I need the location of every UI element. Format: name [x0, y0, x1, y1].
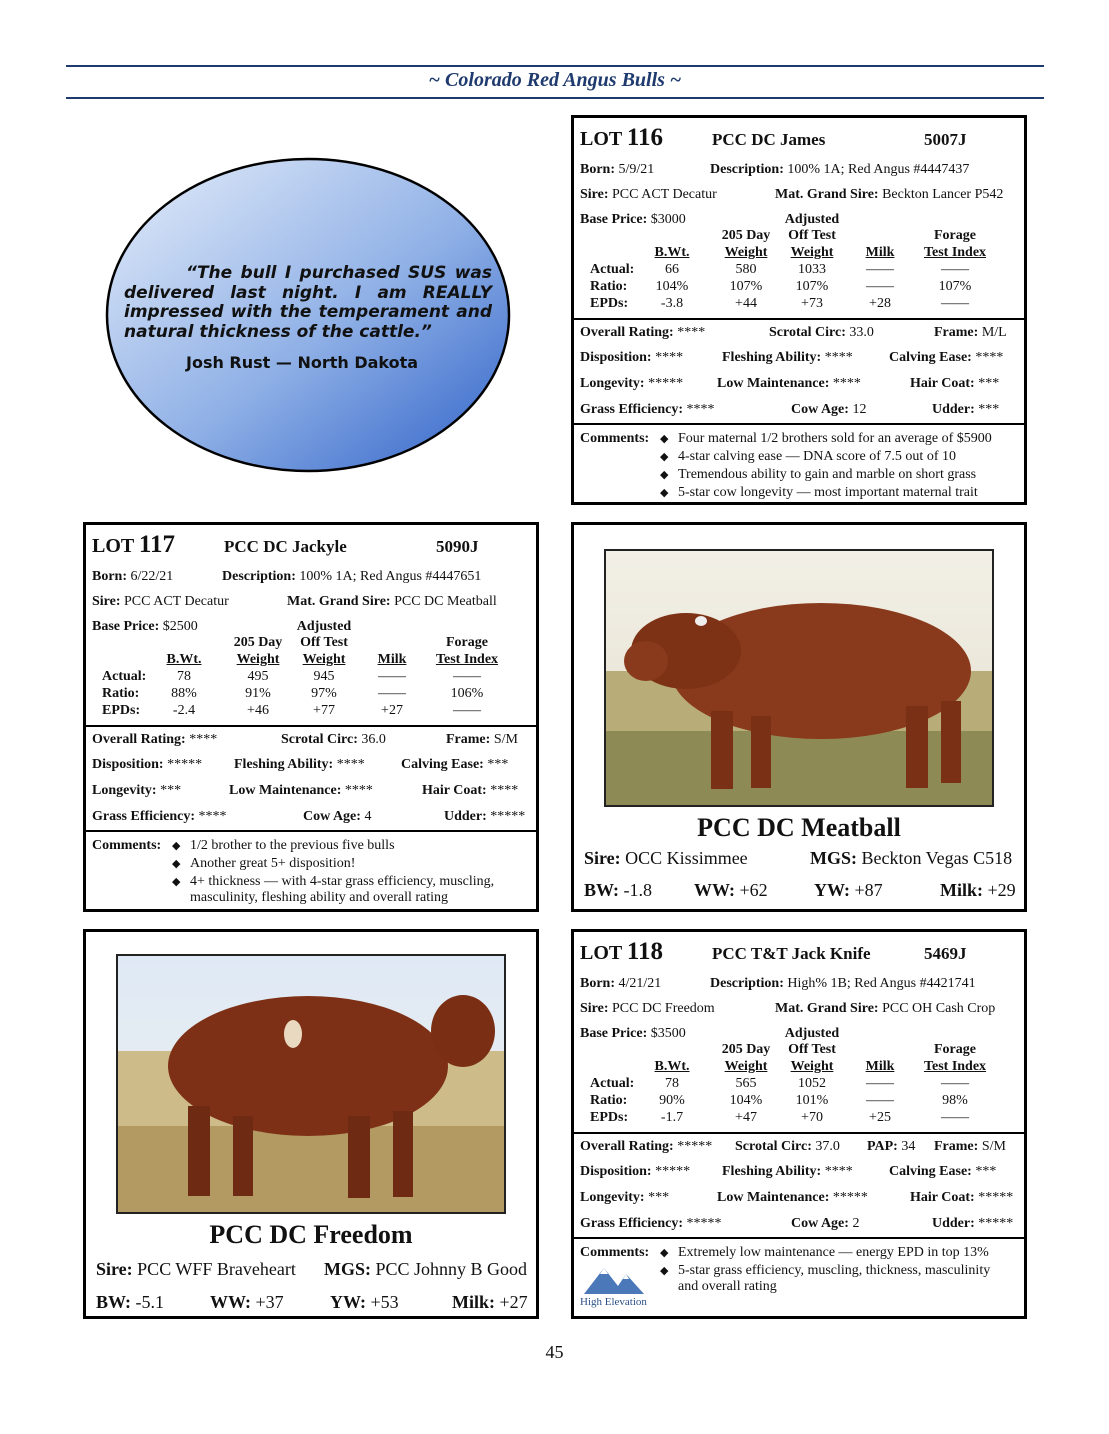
calving-ease: Calving Ease: *** [889, 1164, 997, 1179]
udder: Udder: ***** [444, 809, 526, 824]
row-label-actual: Actual: [590, 1076, 635, 1091]
performance-table [580, 212, 1018, 312]
hair-coat: Hair Coat: **** [422, 783, 519, 798]
born-line: Born: 5/9/21 [580, 162, 655, 177]
hd-milk: Milk [865, 1059, 895, 1074]
calving-ease: Calving Ease: *** [401, 757, 509, 772]
testimonial-quote: “The bull I purchased SUS was delivered last night. I am REALLY impressed with the temperament and natural thickness of the cattle.” [124, 263, 492, 342]
high-elevation-logo-text: High Elevation [580, 1296, 647, 1308]
photo-milk: Milk: +27 [452, 1292, 528, 1312]
hd-weight: Weight [724, 1059, 768, 1074]
ratio-forage: 107% [938, 279, 972, 294]
ratio-milk: —— [378, 686, 406, 701]
longevity: Longevity: *** [92, 783, 182, 798]
hd-offtest: Off Test [788, 228, 836, 243]
epd-forage: —— [453, 703, 481, 718]
hd-milk: Milk [377, 652, 407, 667]
hd-adjusted: Adjusted [784, 1026, 840, 1041]
row-label-epds: EPDs: [590, 296, 629, 311]
hd-bwt: B.Wt. [166, 652, 202, 667]
bull-tag: 5090J [436, 537, 479, 556]
scrotal-circ: Scrotal Circ: 33.0 [769, 325, 874, 340]
longevity: Longevity: ***** [580, 376, 684, 391]
ratio-milk: —— [866, 1093, 894, 1108]
ratio-bwt: 88% [171, 686, 197, 701]
bull-photo [116, 954, 506, 1214]
hd-weight2: Weight [790, 245, 834, 260]
mgs-line: Mat. Grand Sire: PCC DC Meatball [287, 594, 497, 609]
photo-sire-line: Sire: OCC Kissimmee [584, 848, 748, 868]
actual-bwt: 78 [177, 669, 191, 684]
ratio-205: 104% [729, 1093, 763, 1108]
actual-205: 495 [247, 669, 269, 684]
epd-milk: +25 [869, 1110, 891, 1125]
row-label-ratio: Ratio: [590, 279, 628, 294]
fleshing-ability: Fleshing Ability: **** [722, 1164, 853, 1179]
fleshing-ability: Fleshing Ability: **** [722, 350, 853, 365]
hd-weight2: Weight [302, 652, 346, 667]
epd-milk: +27 [381, 703, 403, 718]
hd-weight: Weight [236, 652, 280, 667]
photo-bw: BW: -1.8 [584, 880, 653, 900]
lot-number: LOT 117 [92, 531, 175, 558]
divider [86, 830, 536, 832]
overall-rating: Overall Rating: ***** [580, 1139, 713, 1154]
fleshing-ability: Fleshing Ability: **** [234, 757, 365, 772]
epd-forage: —— [941, 296, 969, 311]
lot-number: LOT 116 [580, 124, 663, 151]
ratio-bwt: 104% [655, 279, 689, 294]
mgs-line: Mat. Grand Sire: Beckton Lancer P542 [775, 187, 1004, 202]
epd-offtest: +70 [801, 1110, 823, 1125]
performance-table [580, 1026, 1018, 1126]
bull-photo-image [606, 551, 994, 807]
photo-mgs-line: MGS: Beckton Vegas C518 [810, 848, 1013, 868]
disposition: Disposition: ***** [92, 757, 203, 772]
udder: Udder: ***** [932, 1216, 1014, 1231]
frame: Frame: S/M [446, 732, 518, 747]
scrotal-circ: Scrotal Circ: 37.0 [735, 1139, 840, 1154]
frame: Frame: M/L [934, 325, 1007, 340]
actual-milk: —— [378, 669, 406, 684]
actual-milk: —— [866, 262, 894, 277]
photo-bw: BW: -5.1 [96, 1292, 165, 1312]
low-maintenance: Low Maintenance: **** [229, 783, 373, 798]
hair-coat: Hair Coat: *** [910, 376, 1000, 391]
mgs-line: Mat. Grand Sire: PCC OH Cash Crop [775, 1001, 996, 1016]
hd-test-index: Test Index [923, 245, 987, 260]
actual-forage: —— [941, 262, 969, 277]
overall-rating: Overall Rating: **** [92, 732, 218, 747]
row-label-actual: Actual: [102, 669, 147, 684]
ratio-205: 107% [729, 279, 763, 294]
ratio-forage: 106% [450, 686, 484, 701]
ratio-bwt: 90% [659, 1093, 685, 1108]
bull-name: PCC T&T Jack Knife [712, 944, 871, 963]
epd-bwt: -1.7 [660, 1110, 684, 1125]
grass-efficiency: Grass Efficiency: **** [580, 402, 715, 417]
hd-adjusted: Adjusted [296, 619, 352, 634]
lot-number: LOT 118 [580, 938, 663, 965]
cow-age: Cow Age: 2 [791, 1216, 860, 1231]
sire-name: PCC DC Freedom [209, 1220, 413, 1249]
bull-name: PCC DC Jackyle [224, 537, 347, 556]
epd-205: +44 [735, 296, 757, 311]
row-label-ratio: Ratio: [102, 686, 140, 701]
lot-117-header [92, 531, 530, 561]
born-line: Born: 4/21/21 [580, 976, 662, 991]
sire-line: Sire: PCC DC Freedom [580, 1001, 715, 1016]
sire-photo-card-meatball [571, 522, 1027, 912]
base-price-line: Base Price: $2500 [92, 619, 198, 634]
bull-photo [604, 549, 994, 807]
epd-offtest: +77 [313, 703, 335, 718]
pap: PAP: 34 [867, 1139, 916, 1154]
comments-label: Comments: [580, 431, 650, 446]
bull-tag: 5469J [924, 944, 967, 963]
sire-line: Sire: PCC ACT Decatur [92, 594, 229, 609]
disposition: Disposition: ***** [580, 1164, 691, 1179]
hd-forage: Forage [934, 228, 976, 243]
sire-line: Sire: PCC ACT Decatur [580, 187, 717, 202]
testimonial-author: Josh Rust — North Dakota [186, 353, 419, 372]
lot-118-card: LOT 118 PCC T&T Jack Knife 5469J Born: 4/21/21 Description: High% 1B; Red Angus #4421741 Sire: PCC DC Freedom Mat. Grand Sire: PCC OH Cash Crop Base Price: $3500 Adjusted 205 Day Off Test Forage B.Wt. Weight Weight Milk Test Index Actual: 78 565 1052 —— —— Ratio: 90% 104% 101% —— 98% EPDs: -1.7 +47 +70 +25 —— Overall Rating: ***** Scrotal Circ: 37.0 PAP: 34 Frame: S/M Disposition: ***** Fleshing Ability: **** Calving Ease: *** Longevity: *** Low Maintenance: ***** Hair Coat: ***** Grass Efficiency: ***** Cow Age: 2 Udder: ***** Comments: ◆ Extremely low maintenance — energy EPD in top 13% ◆ 5-star grass efficiency, muscling, thickness, masculinity and overall rating High Elevation [571, 929, 1027, 1319]
actual-205: 565 [735, 1076, 757, 1091]
bull-tag: 5007J [924, 130, 967, 149]
description-line: Description: High% 1B; Red Angus #4421741 [710, 976, 976, 991]
ratio-offtest: 101% [795, 1093, 829, 1108]
photo-ww: WW: +62 [694, 880, 768, 900]
ratio-milk: —— [866, 279, 894, 294]
hd-offtest: Off Test [300, 635, 348, 650]
bull-name: PCC DC James [712, 130, 826, 149]
divider [574, 423, 1024, 425]
comments-label: Comments: [580, 1245, 650, 1260]
sire-photo-card-freedom [83, 929, 539, 1319]
hd-forage: Forage [446, 635, 488, 650]
hd-205day: 205 Day [233, 635, 283, 650]
row-label-ratio: Ratio: [590, 1093, 628, 1108]
actual-milk: —— [866, 1076, 894, 1091]
base-price-line: Base Price: $3000 [580, 212, 686, 227]
description-line: Description: 100% 1A; Red Angus #4447651 [222, 569, 482, 584]
photo-yw: YW: +53 [330, 1292, 399, 1312]
hd-205day: 205 Day [721, 1042, 771, 1057]
row-label-epds: EPDs: [590, 1110, 629, 1125]
hd-weight2: Weight [790, 1059, 834, 1074]
epd-offtest: +73 [801, 296, 823, 311]
photo-milk: Milk: +29 [940, 880, 1016, 900]
lot-116-card: LOT 116 PCC DC James 5007J Born: 5/9/21 Description: 100% 1A; Red Angus #4447437 Sire: PCC ACT Decatur Mat. Grand Sire: Beckton Lancer P542 Base Price: $3000 Adjusted 205 Day Off Test Forage B.Wt. Weight Weight Milk Test Index Actual: 66 580 1033 —— —— Ratio: 104% 107% 107% —— 107% EPDs: -3.8 +44 +73 +28 —— Overall Rating: **** Scrotal Circ: 33.0 Frame: M/L Disposition: **** Fleshing Ability: **** Calving Ease: **** Longevity: ***** Low Maintenance: **** Hair Coat: *** Grass Efficiency: **** Cow Age: 12 Udder: *** Comments: ◆ Four maternal 1/2 brothers sold for an average of $5900 ◆ 4-star calving ease — DNA score of 7.5 out of 10 ◆ Tremendous ability to gain and marble on short grass ◆ 5-star cow longevity — most important maternal trait [571, 115, 1027, 505]
base-price-line: Base Price: $3500 [580, 1026, 686, 1041]
calving-ease: Calving Ease: **** [889, 350, 1004, 365]
hd-bwt: B.Wt. [654, 1059, 690, 1074]
actual-offtest: 1052 [798, 1076, 826, 1091]
overall-rating: Overall Rating: **** [580, 325, 706, 340]
high-elevation-logo-icon [584, 1264, 644, 1294]
divider [574, 1132, 1024, 1134]
hd-adjusted: Adjusted [784, 212, 840, 227]
photo-ww: WW: +37 [210, 1292, 284, 1312]
divider [574, 1237, 1024, 1239]
lot-116-header [580, 124, 1018, 154]
epd-forage: —— [941, 1110, 969, 1125]
cow-age: Cow Age: 12 [791, 402, 867, 417]
ratio-offtest: 107% [795, 279, 829, 294]
hd-milk: Milk [865, 245, 895, 260]
hd-weight: Weight [724, 245, 768, 260]
ratio-205: 91% [245, 686, 271, 701]
epd-bwt: -2.4 [172, 703, 196, 718]
photo-mgs-line: MGS: PCC Johnny B Good [324, 1259, 528, 1279]
epd-bwt: -3.8 [660, 296, 684, 311]
row-label-actual: Actual: [590, 262, 635, 277]
actual-forage: —— [453, 669, 481, 684]
actual-forage: —— [941, 1076, 969, 1091]
udder: Udder: *** [932, 402, 1000, 417]
photo-yw: YW: +87 [814, 880, 883, 900]
hair-coat: Hair Coat: ***** [910, 1190, 1014, 1205]
hd-205day: 205 Day [721, 228, 771, 243]
hd-bwt: B.Wt. [654, 245, 690, 260]
comments-label: Comments: [92, 838, 162, 853]
epd-205: +46 [247, 703, 269, 718]
actual-bwt: 66 [665, 262, 679, 277]
frame: Frame: S/M [934, 1139, 1006, 1154]
hd-forage: Forage [934, 1042, 976, 1057]
lot-118-header [580, 938, 1018, 968]
grass-efficiency: Grass Efficiency: **** [92, 809, 227, 824]
grass-efficiency: Grass Efficiency: ***** [580, 1216, 722, 1231]
lot-117-card: LOT 117 PCC DC Jackyle 5090J Born: 6/22/21 Description: 100% 1A; Red Angus #4447651 Sire: PCC ACT Decatur Mat. Grand Sire: PCC DC Meatball Base Price: $2500 Adjusted 205 Day Off Test Forage B.Wt. Weight Weight Milk Test Index Actual: 78 495 945 —— —— Ratio: 88% 91% 97% —— 106% EPDs: -2.4 +46 +77 +27 —— Overall Rating: **** Scrotal Circ: 36.0 Frame: S/M Disposition: ***** Fleshing Ability: **** Calving Ease: *** Longevity: *** Low Maintenance: **** Hair Coat: **** Grass Efficiency: **** Cow Age: 4 Udder: ***** Comments: ◆ 1/2 brother to the previous five bulls ◆ Another great 5+ disposition! ◆ 4+ thickness — with 4-star grass efficiency, muscling, masculinity, fleshing ability and overall rating [83, 522, 539, 912]
actual-offtest: 1033 [798, 262, 826, 277]
actual-offtest: 945 [313, 669, 335, 684]
low-maintenance: Low Maintenance: ***** [717, 1190, 868, 1205]
cow-age: Cow Age: 4 [303, 809, 372, 824]
epd-205: +47 [735, 1110, 757, 1125]
disposition: Disposition: **** [580, 350, 684, 365]
ratio-offtest: 97% [311, 686, 337, 701]
actual-bwt: 78 [665, 1076, 679, 1091]
performance-table [92, 619, 530, 719]
photo-sire-line: Sire: PCC WFF Braveheart [96, 1259, 296, 1279]
low-maintenance: Low Maintenance: **** [717, 376, 861, 391]
hd-offtest: Off Test [788, 1042, 836, 1057]
header-rule-top [66, 65, 1044, 67]
header-rule-bottom [66, 97, 1044, 99]
bull-photo-image [118, 956, 506, 1214]
hd-test-index: Test Index [435, 652, 499, 667]
page-number: 45 [545, 1342, 564, 1362]
divider [86, 725, 536, 727]
longevity: Longevity: *** [580, 1190, 670, 1205]
epd-milk: +28 [869, 296, 891, 311]
born-line: Born: 6/22/21 [92, 569, 174, 584]
description-line: Description: 100% 1A; Red Angus #4447437 [710, 162, 970, 177]
divider [574, 318, 1024, 320]
row-label-epds: EPDs: [102, 703, 141, 718]
ratio-forage: 98% [942, 1093, 968, 1108]
scrotal-circ: Scrotal Circ: 36.0 [281, 732, 386, 747]
sire-name: PCC DC Meatball [697, 813, 901, 842]
actual-205: 580 [735, 262, 757, 277]
hd-test-index: Test Index [923, 1059, 987, 1074]
page-header-title: ~ Colorado Red Angus Bulls ~ [428, 69, 682, 91]
